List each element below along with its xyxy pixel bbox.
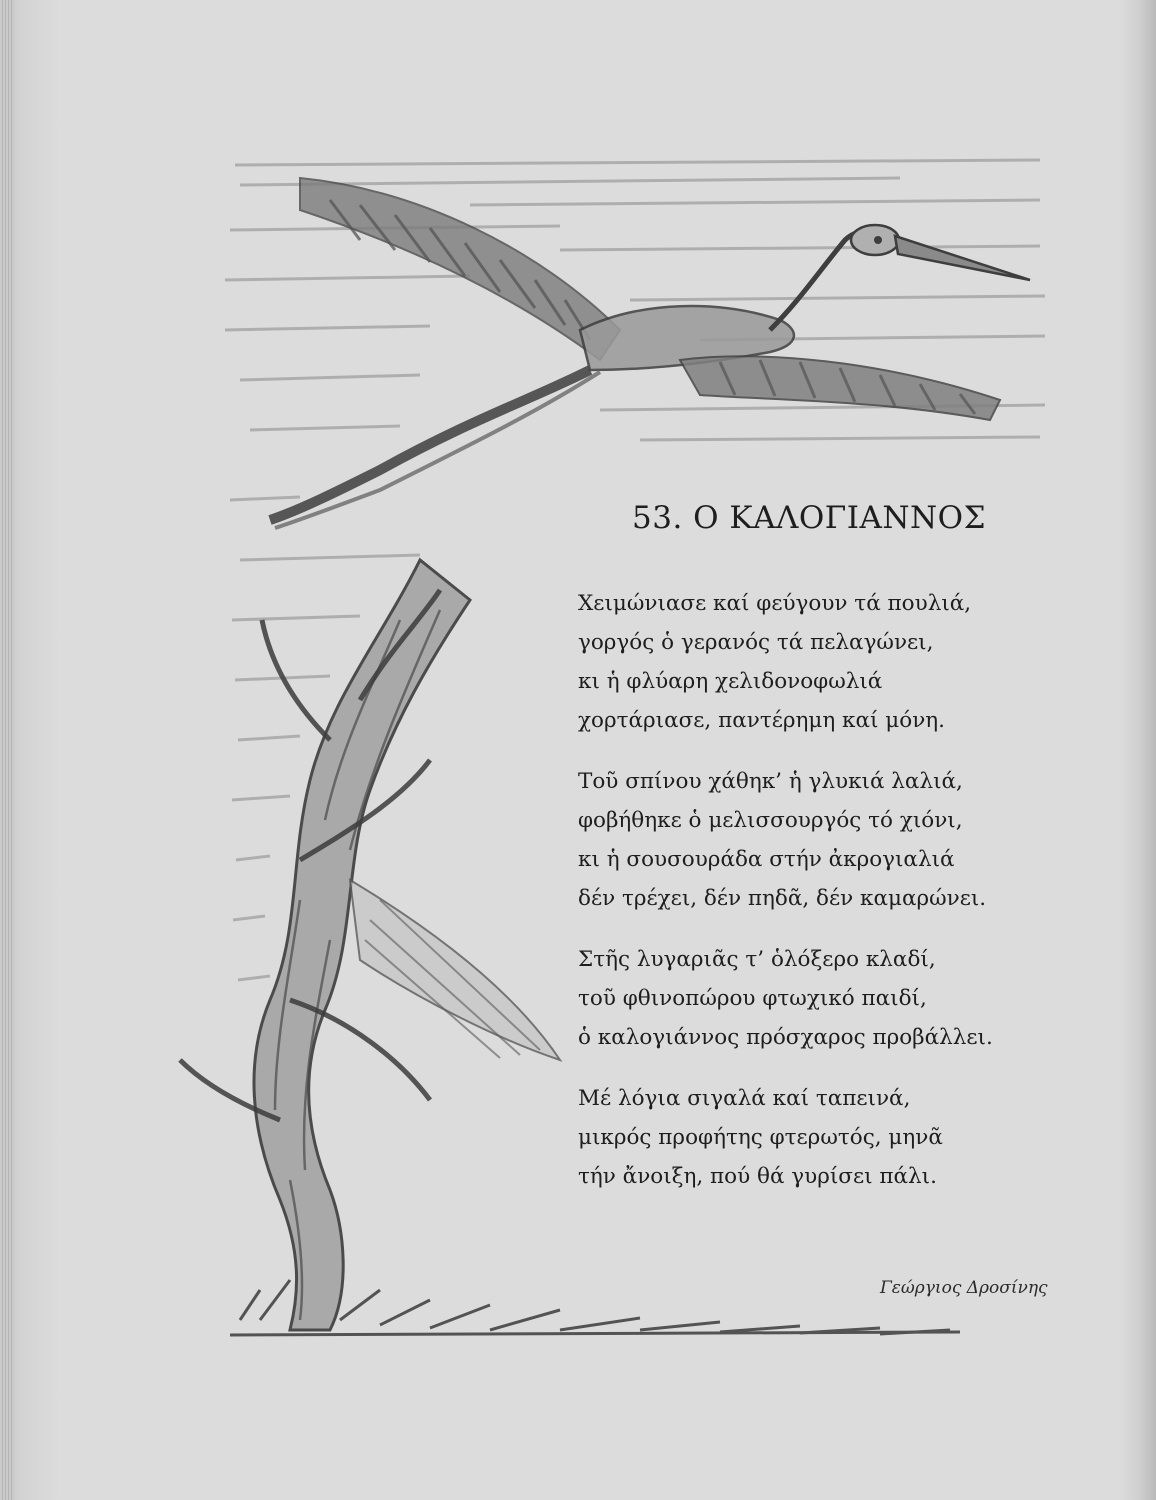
poem-line: ὁ καλογιάννος πρόσχαρος προβάλλει. [578,1025,993,1050]
poem-line: δέν τρέχει, δέν πηδᾶ, δέν καμαρώνει. [578,886,987,911]
poem-line: χορτάριασε, παντέρημη καί μόνη. [578,708,945,733]
poem-line: Τοῦ σπίνου χάθηκ’ ἡ γλυκιά λαλιά, [578,769,963,794]
stanza-3 [578,940,1118,1057]
stanza-2 [578,762,1118,918]
poem-line: τοῦ φθινοπώρου φτωχικό παιδί, [578,986,927,1011]
poem-line: κι ἡ σουσουράδα στήν ἀκρογιαλιά [578,847,955,872]
poem-line: κι ἡ φλύαρη χελιδονοφωλιά [578,669,883,694]
poem-line: Στῆς λυγαριᾶς τ’ ὁλόξερο κλαδί, [578,947,936,972]
poem-line: τήν ἄνοιξη, πού θά γυρίσει πάλι. [578,1164,937,1189]
poem-author: Γεώργιος Δροσίνης [880,1278,1048,1298]
poem-body [578,584,1118,1218]
stanza-1 [578,584,1118,740]
stanza-4 [578,1079,1118,1196]
poem-line: Χειμώνιασε καί φεύγουν τά πουλιά, [578,591,972,616]
poem-line: μικρός προφήτης φτερωτός, μηνᾶ [578,1125,943,1150]
poem-line: γοργός ὁ γερανός τά πελαγώνει, [578,630,934,655]
poem-line: Μέ λόγια σιγαλά καί ταπεινά, [578,1086,911,1111]
poem-line: φοβήθηκε ὁ μελισσουργός τό χιόνι, [578,808,963,833]
poem-title: 53. Ο ΚΑΛΟΓΙΑΝΝΟΣ [632,500,986,536]
